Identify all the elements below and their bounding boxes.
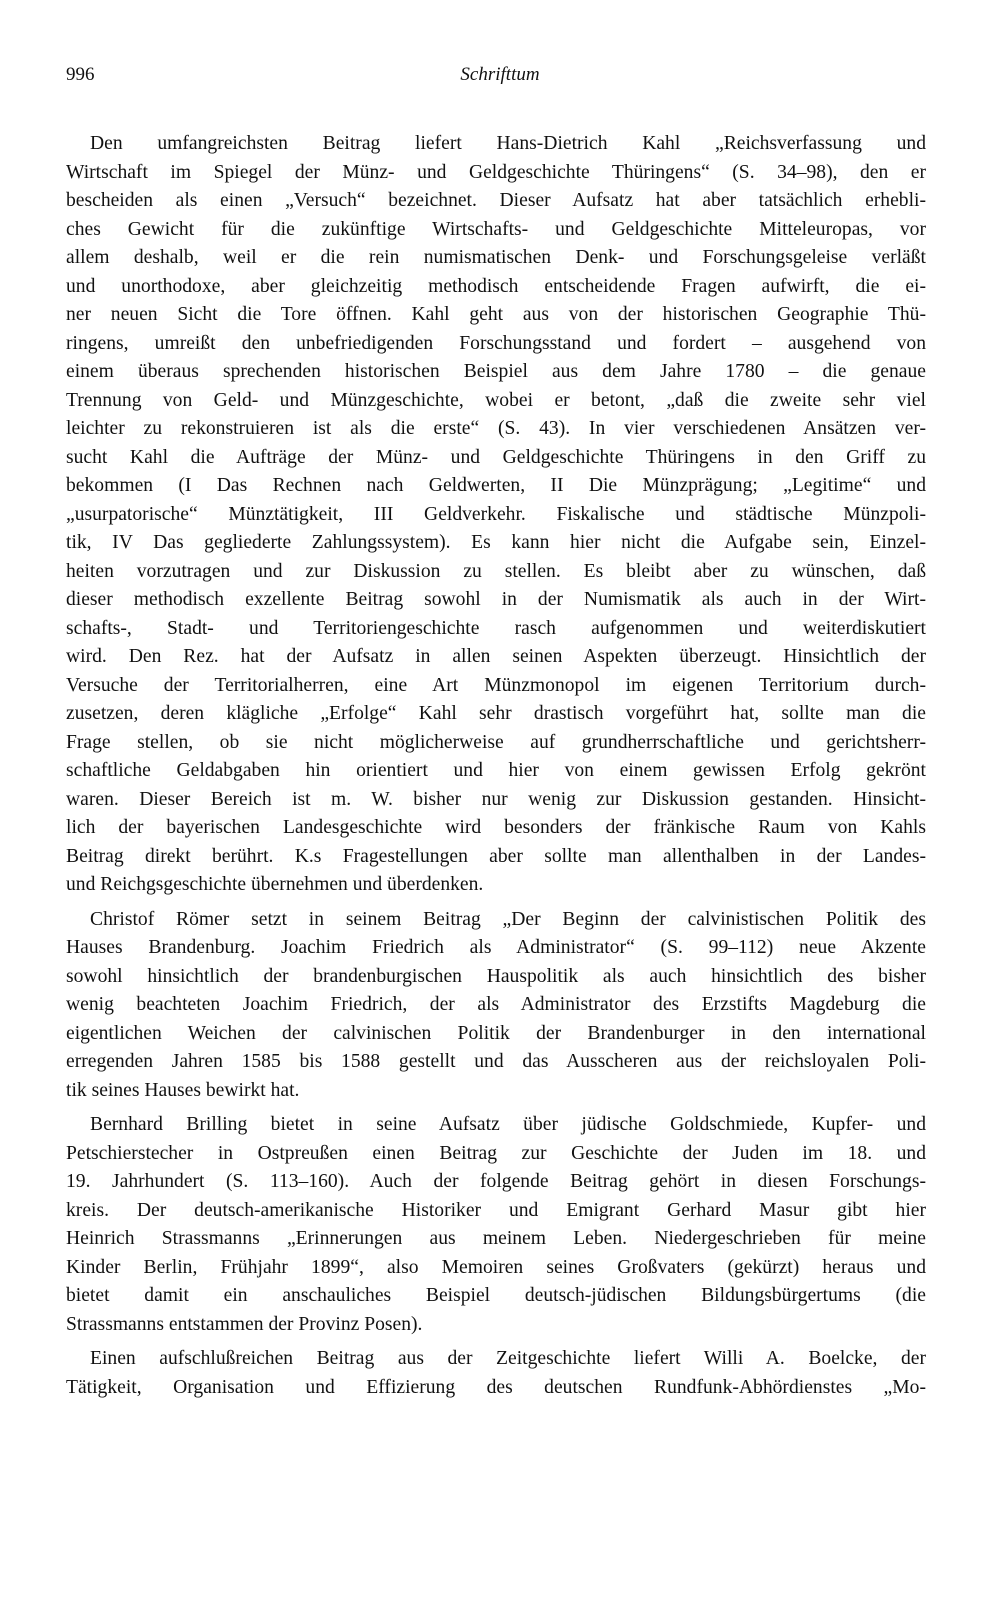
text-line: tik, IV Das gegliederte Zahlungssystem). Es kann hier nicht die Aufgabe sein, Einzel- <box>66 532 926 553</box>
text-line: Frage stellen, ob sie nicht möglicherweise auf grundherrschaftliche und gerichtsherr- <box>66 731 926 753</box>
text-line: Bernhard Brilling bietet in seine Aufsatz über jüdische Goldschmiede, Kupfer- und <box>90 1114 926 1135</box>
text-line: bietet damit ein anschauliches Beispiel deutsch-jüdischen Bildungsbürgertums (die <box>66 1285 926 1306</box>
text-line: sucht Kahl die Aufträge der Münz- und Geldgeschichte Thüringens in den Griff zu <box>66 446 926 468</box>
text-line: ches Gewicht für die zukünftige Wirtschafts- und Geldgeschichte Mitteleuropas, vor <box>66 218 926 240</box>
text-line: wenig beachteten Joachim Friedrich, der als Administrator des Erzstifts Magdeburg die <box>66 994 926 1015</box>
text-line: Tätigkeit, Organisation und Effizierung des deutschen Rundfunk-Abhördienstes „Mo- <box>66 1376 926 1398</box>
text-line: Kinder Berlin, Frühjahr 1899“, also Memoiren seines Großvaters (gekürzt) heraus und <box>66 1256 926 1278</box>
text-line: ner neuen Sicht die Tore öffnen. Kahl geht aus von der historischen Geographie Thü- <box>66 304 926 325</box>
text-line: wird. Den Rez. hat der Aufsatz in allen seinen Aspekten überzeugt. Hinsichtlich der <box>66 646 926 667</box>
text-line: Trennung von Geld- und Münzgeschichte, wobei er betont, „daß die zweite sehr viel <box>66 389 926 411</box>
text-line: erregenden Jahren 1585 bis 1588 gestellt und das Ausscheren aus der reichsloyalen Poli- <box>66 1051 926 1072</box>
text-line: bescheiden als einen „Versuch“ bezeichnet. Dieser Aufsatz hat aber tatsächlich erhebli- <box>66 190 926 211</box>
text-line: waren. Dieser Bereich ist m. W. bisher nur wenig zur Diskussion gestanden. Hinsicht- <box>66 788 926 810</box>
text-line: Heinrich Strassmanns „Erinnerungen aus meinem Leben. Niedergeschrieben für meine <box>66 1228 926 1249</box>
page-number: 996 <box>66 64 95 85</box>
text-line: „usurpatorische“ Münztätigkeit, III Geldverkehr. Fiskalische und städtische Münzpoli- <box>66 503 926 525</box>
text-line: leichter zu rekonstruieren ist als die erste“ (S. 43). In vier verschiedenen Ansätzen ver- <box>66 418 926 439</box>
text-line: und unorthodoxe, aber gleichzeitig methodisch entscheidende Fragen aufwirft, die ei- <box>66 275 926 297</box>
text-line: eigentlichen Weichen der calvinischen Politik der Brandenburger in den international <box>66 1022 926 1044</box>
text-line: Petschierstecher in Ostpreußen einen Beitrag zur Geschichte der Juden im 18. und <box>66 1142 926 1164</box>
paragraph <box>66 130 926 900</box>
text-line: allem deshalb, weil er die rein numismatischen Denk- und Forschungsgeleise verläßt <box>66 247 926 268</box>
text-line: zusetzen, deren klägliche „Erfolge“ Kahl sehr drastisch vorgeführt hat, sollte man die <box>66 703 926 724</box>
text-line: und Reichgsgeschichte übernehmen und überdenken. <box>66 874 484 895</box>
text-line: Beitrag direkt berührt. K.s Fragestellungen aber sollte man allenthalben in der Landes- <box>66 845 926 867</box>
text-line: dieser methodisch exzellente Beitrag sowohl in der Numismatik als auch in der Wirt- <box>66 589 926 610</box>
text-line: bekommen (I Das Rechnen nach Geldwerten, II Die Münzprägung; „Legitime“ und <box>66 475 926 496</box>
text-line: kreis. Der deutsch-amerikanische Historiker und Emigrant Gerhard Masur gibt hier <box>66 1199 926 1221</box>
text-line: Hauses Brandenburg. Joachim Friedrich als Administrator“ (S. 99–112) neue Akzente <box>66 937 926 958</box>
text-line: Christof Römer setzt in seinem Beitrag „Der Beginn der calvinistischen Politik des <box>90 908 926 930</box>
text-line: tik seines Hauses bewirkt hat. <box>66 1079 300 1101</box>
paragraph <box>66 1345 926 1402</box>
text-line: schaftliche Geldabgaben hin orientiert und hier von einem gewissen Erfolg gekrönt <box>66 760 926 781</box>
text-line: 19. Jahrhundert (S. 113–160). Auch der folgende Beitrag gehört in diesen Forschungs- <box>66 1171 926 1192</box>
text-line: schafts-, Stadt- und Territoriengeschichte rasch aufgenommen und weiterdiskutiert <box>66 617 926 639</box>
text-line: ringens, umreißt den unbefriedigenden Forschungsstand und fordert – ausgehend von <box>66 332 926 354</box>
paragraph <box>66 906 926 1106</box>
text-line: Versuche der Territorialherren, eine Art Münzmonopol im eigenen Territorium durch- <box>66 674 926 696</box>
text-line: heiten vorzutragen und zur Diskussion zu stellen. Es bleibt aber zu wünschen, daß <box>66 560 926 582</box>
text-line: Einen aufschlußreichen Beitrag aus der Zeitgeschichte liefert Willi A. Boelcke, der <box>90 1348 926 1369</box>
body-text <box>66 130 926 1402</box>
text-line: sowohl hinsichtlich der brandenburgischen Hauspolitik als auch hinsichtlich des bisher <box>66 965 926 987</box>
text-line: Strassmanns entstammen der Provinz Posen). <box>66 1313 423 1335</box>
page-header <box>66 64 934 96</box>
text-line: einem überaus sprechenden historischen Beispiel aus dem Jahre 1780 – die genaue <box>66 361 926 382</box>
running-head: Schrifttum <box>460 64 540 85</box>
paragraph <box>66 1111 926 1339</box>
text-line: Den umfangreichsten Beitrag liefert Hans-Dietrich Kahl „Reichsverfassung und <box>90 133 926 154</box>
text-line: Wirtschaft im Spiegel der Münz- und Geldgeschichte Thüringens“ (S. 34–98), den er <box>66 161 926 183</box>
text-line: lich der bayerischen Landesgeschichte wird besonders der fränkische Raum von Kahls <box>66 817 926 838</box>
